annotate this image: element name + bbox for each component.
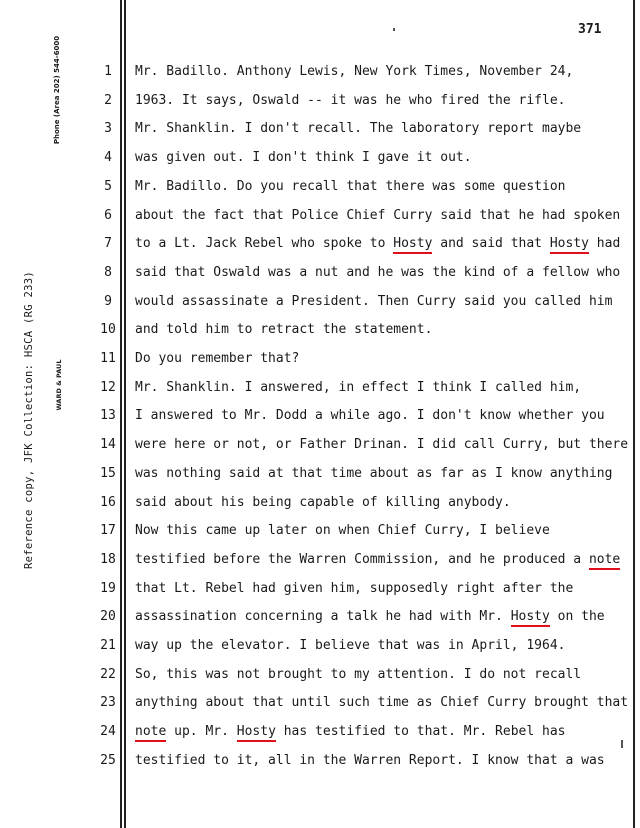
underlined-word: Hosty [237,724,276,742]
reporter-text: WARD & PAUL [55,359,63,411]
line-number: 6 [104,207,112,223]
line-text: Now this came up later on when Chief Curry, I believe [135,523,550,539]
transcript-line [135,523,640,539]
line-number: 15 [100,465,116,481]
phone-text: Phone (Area 202) 544-6000 [53,35,61,145]
transcript-line [135,179,640,195]
line-text: and said that [432,236,550,252]
transcript-line [135,236,640,252]
underlined-word: Hosty [550,236,589,254]
left-margin-rule-inner [124,0,126,828]
line-text: has testified to that. Mr. Rebel has [275,724,566,740]
line-number: 14 [100,437,116,453]
line-text: said about his being capable of killing anybody. [135,494,511,510]
line-number: 10 [100,322,116,338]
line-number: 21 [100,638,116,653]
scan-speck [621,740,623,748]
line-text: and told him to retract the statement. [135,322,433,338]
transcript-line [135,437,640,453]
line-number: 24 [100,724,116,740]
line-text: that Lt. Rebel had given him, supposedly right after the [135,580,574,596]
line-number: 3 [104,121,112,137]
transcript-line [135,294,640,310]
line-text: was nothing said at that time about as far as I know anything [135,465,613,481]
line-number: 18 [100,551,116,567]
transcript-line [135,495,640,511]
transcript-line [135,667,640,683]
line-number: 16 [100,494,116,510]
transcript-line [135,351,640,367]
transcript-line [135,552,640,568]
line-number: 22 [100,666,116,682]
line-number: 20 [100,609,116,625]
line-text: Mr. Shanklin. I answered, in effect I think I called him, [135,379,582,395]
line-text: assassination concerning a talk he had with Mr. [135,609,511,625]
line-number: 11 [100,351,116,366]
line-number: 5 [104,178,112,194]
transcript-line [135,724,640,740]
line-text: Mr. Shanklin. I don't recall. The laboratory report maybe [135,121,582,137]
underlined-word: note [589,552,620,570]
line-text: anything about that until such time as Chief Curry brought that [135,695,629,711]
transcript-line [135,753,640,769]
phone-stamp [46,30,68,150]
line-number: 19 [100,580,116,596]
transcript-line [135,408,640,424]
line-text: Do you remember that? [135,351,300,366]
line-text: 1963. It says, Oswald -- it was he who fired the rifle. [135,92,566,108]
line-number: 17 [100,523,116,539]
line-text: to a Lt. Jack Rebel who spoke to [135,236,394,252]
reference-copy-stamp [15,270,43,570]
line-number: 1 [104,64,112,79]
underlined-word: Hosty [511,609,550,627]
line-text: So, this was not brought to my attention. I do not recall [135,666,582,682]
line-number: 9 [104,293,112,309]
line-number: 25 [100,752,116,768]
transcript-line [135,208,640,224]
line-text: testified before the Warren Commission, and he produced a [135,551,589,567]
reference-copy-text: Reference copy, JFK Collection: HSCA (RG 233) [23,271,35,569]
line-text: said that Oswald was a nut and he was the kind of a fellow who [135,264,621,280]
transcript-line [135,609,640,625]
transcript-line [135,64,640,80]
transcript-line [135,121,640,137]
line-number: 7 [104,236,112,252]
transcript-line [135,265,640,281]
page-number: 371 [578,22,602,37]
line-text: I answered to Mr. Dodd a while ago. I don't know whether you [135,408,605,424]
transcript-line [135,581,640,597]
line-text: way up the elevator. I believe that was in April, 1964. [135,638,566,653]
underlined-word: note [135,724,166,742]
line-text: Mr. Badillo. Anthony Lewis, New York Times, November 24, [135,64,574,79]
reporter-stamp [48,340,70,430]
line-number: 2 [104,92,112,108]
line-text: up. Mr. [166,724,237,740]
line-number: 23 [100,695,116,711]
line-text: Mr. Badillo. Do you recall that there was some question [135,178,566,194]
transcript-line [135,466,640,482]
transcript-line [135,695,640,711]
transcript-line [135,93,640,109]
line-number: 4 [104,150,112,166]
underlined-word: Hosty [393,236,432,254]
line-text: about the fact that Police Chief Curry said that he had spoken [135,207,621,223]
line-text: was given out. I don't think I gave it out. [135,150,472,166]
transcript-line [135,322,640,338]
line-text: had [588,236,621,252]
transcript-line [135,150,640,166]
transcript-line [135,380,640,396]
line-text: testified to it, all in the Warren Report. I know that a was [135,752,605,768]
line-number: 13 [100,408,116,424]
scan-speck [393,28,395,31]
line-text: on the [549,609,605,625]
line-number: 8 [104,264,112,280]
transcript-line [135,638,640,654]
line-number: 12 [100,379,116,395]
line-text: were here or not, or Father Drinan. I did call Curry, but there [135,437,629,453]
line-text: would assassinate a President. Then Curry said you called him [135,293,613,309]
